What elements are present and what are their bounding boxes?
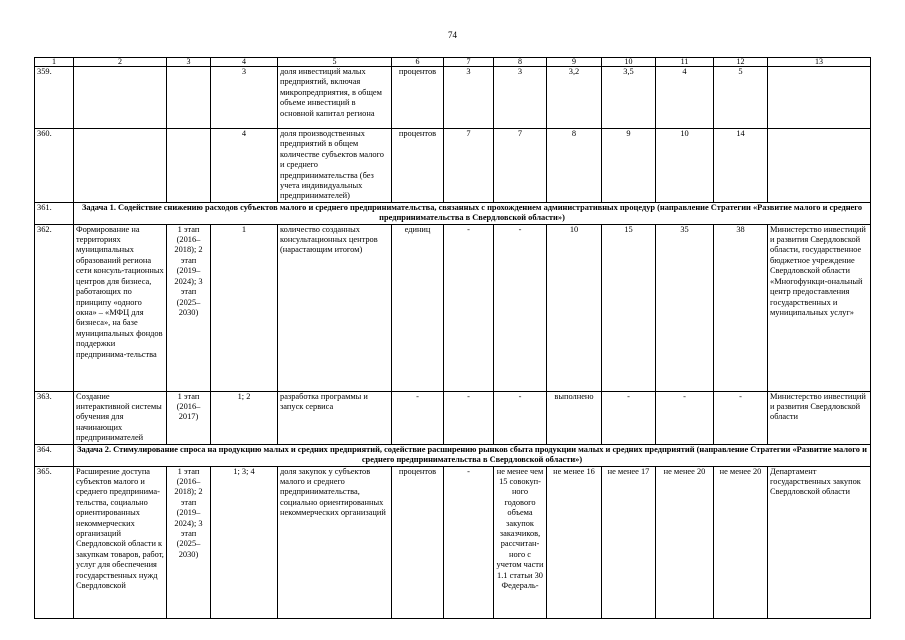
value-cell: 8 xyxy=(547,129,602,203)
column-header: 10 xyxy=(602,58,656,67)
table-row xyxy=(35,129,871,203)
column-header: 4 xyxy=(211,58,278,67)
column-header: 9 xyxy=(547,58,602,67)
value-cell: 5 xyxy=(714,67,768,129)
value-cell: - xyxy=(714,391,768,444)
value-cell: не менее 17 xyxy=(602,466,656,618)
task-number-cell: 1; 3; 4 xyxy=(211,466,278,618)
value-cell: не менее 16 xyxy=(547,466,602,618)
value-cell: выполнено xyxy=(547,391,602,444)
responsible-cell xyxy=(768,129,871,203)
value-cell: 3 xyxy=(444,67,494,129)
row-number: 359. xyxy=(35,67,74,129)
responsible-cell: Министерство инвестиций и развития Свердловской области, государственное бюджетное учреждение Свердловской области «Многофункци-ональный центр предоставления государственных и муниципальных услуг» xyxy=(768,224,871,391)
responsible-cell xyxy=(768,67,871,129)
task-number-cell: 3 xyxy=(211,67,278,129)
column-header: 13 xyxy=(768,58,871,67)
task-row xyxy=(35,444,871,466)
value-cell: - xyxy=(656,391,714,444)
value-cell: - xyxy=(444,391,494,444)
value-cell: не менее 20 xyxy=(714,466,768,618)
column-header: 11 xyxy=(656,58,714,67)
column-header: 6 xyxy=(392,58,444,67)
measure-name-cell: Формирование на территориях муниципальных образований региона сети консуль-тационных центров для бизнеса, работающих по принципу «одного окна» – «МФЦ для бизнеса», на базе муниципальных фондов поддержки предпринима-тельства xyxy=(74,224,167,391)
value-cell: 38 xyxy=(714,224,768,391)
indicator-cell: доля инвестиций малых предприятий, включая микропредприятия, в общем объеме инвестиций в основной капитал региона xyxy=(278,67,392,129)
column-header: 5 xyxy=(278,58,392,67)
column-header: 12 xyxy=(714,58,768,67)
page-number: 74 xyxy=(448,30,457,40)
task-number-cell: 1 xyxy=(211,224,278,391)
task-heading: Задача 2. Стимулирование спроса на продукцию малых и средних предприятий, содействие расширению рынков сбыта продукции малых и средних предприятий (направление Стратегии «Развитие малого и среднего предпринимательства в Свердловской области») xyxy=(74,444,871,466)
table-row xyxy=(35,391,871,444)
value-cell: 7 xyxy=(444,129,494,203)
column-header: 2 xyxy=(74,58,167,67)
indicator-cell: доля закупок у субъектов малого и среднего предпринимательства, социально ориентированных некоммерческих организаций xyxy=(278,466,392,618)
value-cell: - xyxy=(494,224,547,391)
unit-cell: - xyxy=(392,391,444,444)
value-cell: 7 xyxy=(494,129,547,203)
column-header: 3 xyxy=(167,58,211,67)
row-number: 361. xyxy=(35,202,74,224)
row-number: 364. xyxy=(35,444,74,466)
column-header: 7 xyxy=(444,58,494,67)
value-cell: 9 xyxy=(602,129,656,203)
task-heading: Задача 1. Содействие снижению расходов субъектов малого и среднего предпринимательства, связанных с прохождением административных процедур (направление Стратегии «Развитие малого и среднего предпринимательства в Свердловской области») xyxy=(74,202,871,224)
measure-name-cell xyxy=(74,67,167,129)
measure-name-cell: Расширение доступа субъектов малого и среднего предпринима-тельства, социально ориентированных некоммерческих организаций Свердловской области к закупкам товаров, работ, услуг для обеспечения государственных нужд Свердловской xyxy=(74,466,167,618)
value-cell: 10 xyxy=(656,129,714,203)
unit-cell: единиц xyxy=(392,224,444,391)
responsible-cell: Министерство инвестиций и развития Свердловской области xyxy=(768,391,871,444)
measure-name-cell: Создание интерактивной системы обучения для начинающих предпринимателей xyxy=(74,391,167,444)
value-cell: - xyxy=(494,391,547,444)
stages-cell: 1 этап (2016–2017) xyxy=(167,391,211,444)
stages-cell: 1 этап (2016–2018); 2 этап (2019–2024); 3 этап (2025–2030) xyxy=(167,466,211,618)
value-cell: - xyxy=(602,391,656,444)
row-number: 360. xyxy=(35,129,74,203)
value-cell: не менее чем 15 совокуп-ного годового объема закупок заказчиков, рассчитан-ного с учетом части 1.1 статьи 30 Федераль- xyxy=(494,466,547,618)
value-cell: 3,2 xyxy=(547,67,602,129)
value-cell: 3,5 xyxy=(602,67,656,129)
task-number-cell: 1; 2 xyxy=(211,391,278,444)
stages-cell xyxy=(167,129,211,203)
table-row xyxy=(35,67,871,129)
row-number: 365. xyxy=(35,466,74,618)
unit-cell: процентов xyxy=(392,67,444,129)
indicator-cell: доля производственных предприятий в общем количестве субъектов малого и среднего предпринимательства (без учета индивидуальных предпринимателей) xyxy=(278,129,392,203)
value-cell: 14 xyxy=(714,129,768,203)
table-row xyxy=(35,224,871,391)
indicator-cell: разработка программы и запуск сервиса xyxy=(278,391,392,444)
column-header: 1 xyxy=(35,58,74,67)
value-cell: не менее 20 xyxy=(656,466,714,618)
row-number: 362. xyxy=(35,224,74,391)
column-number-row xyxy=(35,58,871,67)
indicators-table xyxy=(34,57,871,619)
stages-cell: 1 этап (2016–2018); 2 этап (2019–2024); 3 этап (2025–2030) xyxy=(167,224,211,391)
row-number: 363. xyxy=(35,391,74,444)
value-cell: - xyxy=(444,466,494,618)
value-cell: 3 xyxy=(494,67,547,129)
column-header: 8 xyxy=(494,58,547,67)
task-number-cell: 4 xyxy=(211,129,278,203)
unit-cell: процентов xyxy=(392,129,444,203)
value-cell: 4 xyxy=(656,67,714,129)
indicator-cell: количество созданных консультационных центров (нарастающим итогом) xyxy=(278,224,392,391)
table-row xyxy=(35,466,871,618)
stages-cell xyxy=(167,67,211,129)
measure-name-cell xyxy=(74,129,167,203)
value-cell: 35 xyxy=(656,224,714,391)
value-cell: 10 xyxy=(547,224,602,391)
responsible-cell: Департамент государственных закупок Свердловской области xyxy=(768,466,871,618)
unit-cell: процентов xyxy=(392,466,444,618)
value-cell: 15 xyxy=(602,224,656,391)
task-row xyxy=(35,202,871,224)
value-cell: - xyxy=(444,224,494,391)
